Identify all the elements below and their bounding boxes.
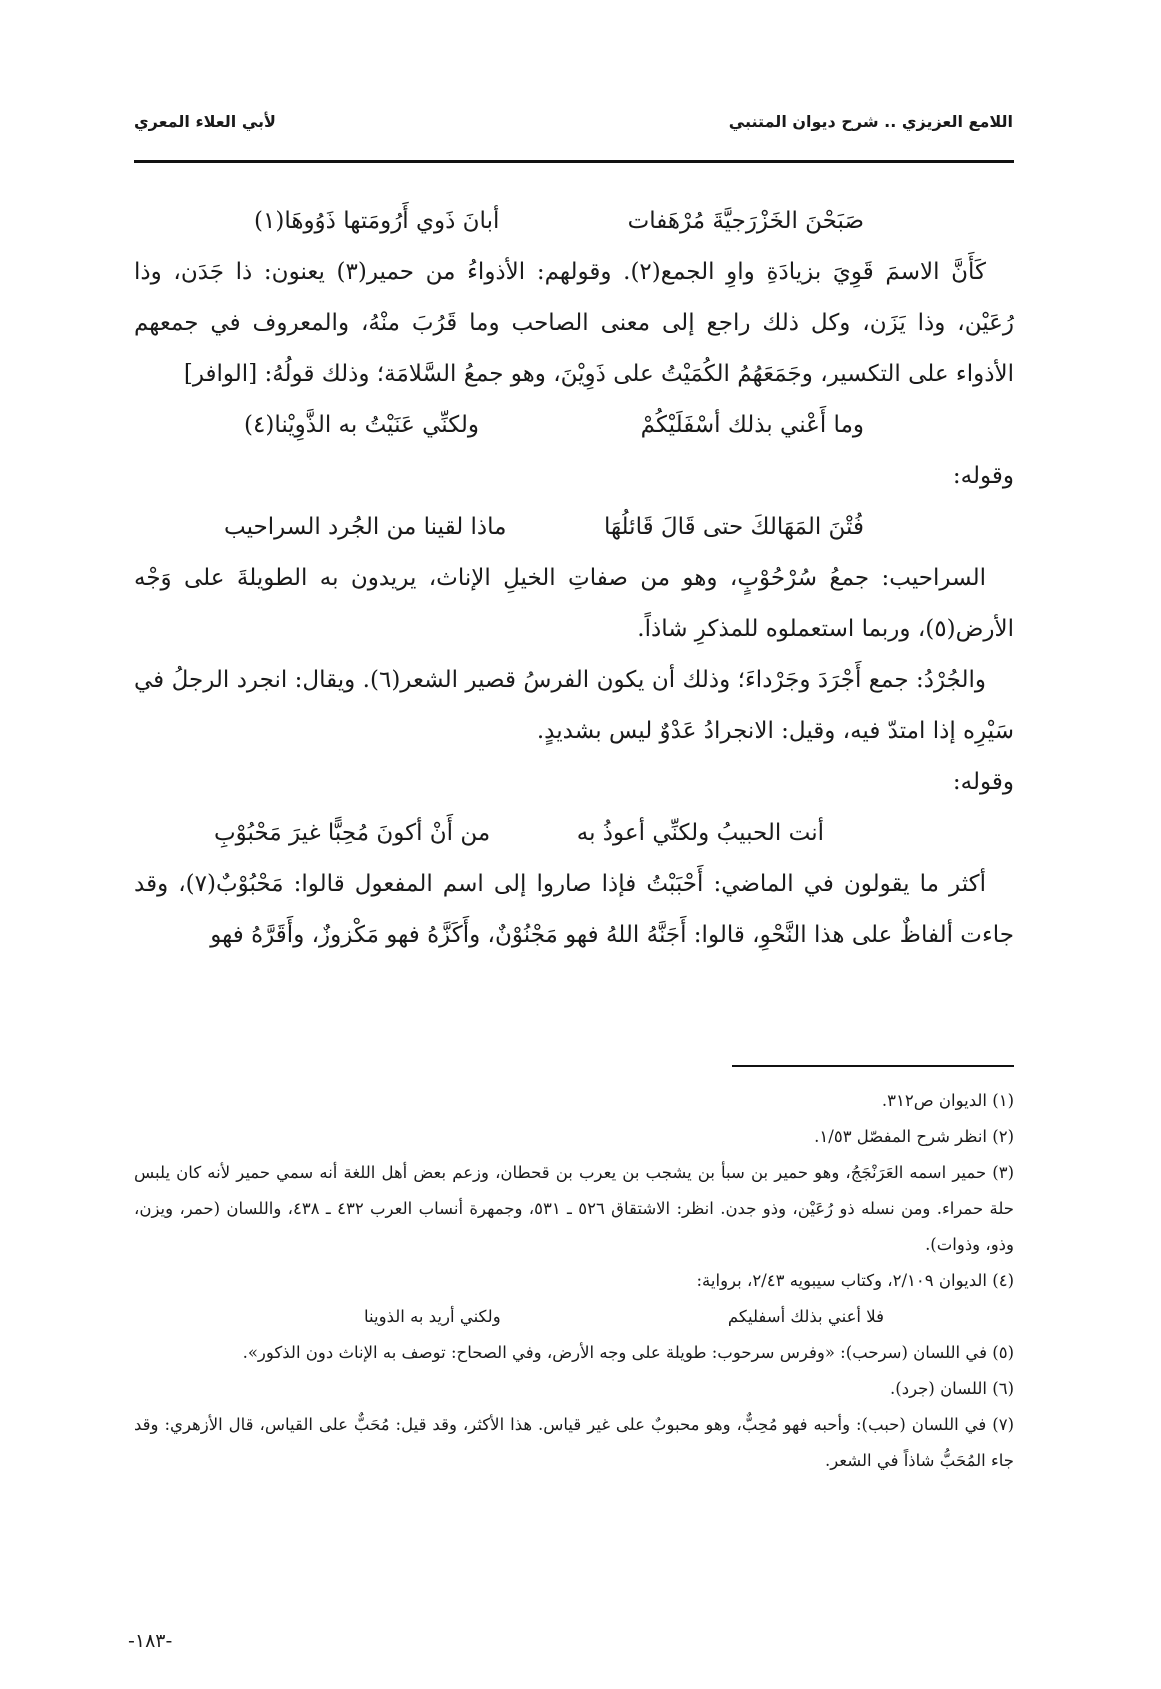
footnote-verse-first: فلا أعني بذلك أسفليكم xyxy=(727,1307,884,1326)
footnote: (٤) الديوان ٢/١٠٩، وكتاب سيبويه ٢/٤٣، برواية: xyxy=(696,1271,1014,1290)
footnote: (٣) حمير اسمه العَرَنْجَجُ، وهو حمير بن سبأ بن يشجب بن يعرب بن قحطان، وزعم بعض أهل اللغة أنه سمي حمير لأنه كان يلبس حلة حمراء. ومن نسله ذو رُعَيْن، وذو جدن. انظر: الاشتقاق ٥٢٦ ـ ٥٣١، وجمهرة أنساب العرب ٤٣٢ ـ ٤٣٨، واللسان (حمر، ويزن، وذو، وذوات). xyxy=(134,1163,1015,1254)
paragraph: والجُرْدُ: جمع أَجْرَدَ وجَرْداءَ؛ وذلك أن يكون الفرسُ قصير الشعر(٦). ويقال: انجرد الرجلُ في سَيْرِه إذا امتدّ فيه، وقيل: الانجرادُ عَدْوٌ ليس بشديدٍ. xyxy=(134,667,1014,744)
verse-line xyxy=(134,808,1014,859)
footnote: (٧) في اللسان (حبب): وأحبه فهو مُحِبٌّ، وهو محبوبٌ على غير قياس. هذا الأكثر، وقد قيل: مُحَبٌّ على القياس، قال الأزهري: وقد جاء المُحَبُّ شاذاً في الشعر. xyxy=(134,1415,1014,1470)
header-author: لأبي العلاء المعري xyxy=(134,112,276,131)
paragraph: كَأَنَّ الاسمَ قَوِيَ بزيادَةِ واوِ الجمع(٢). وقولهم: الأذواءُ من حمير(٣) يعنون: ذا جَدَن، وذا رُعَيْن، وذا يَزَن، وكل ذلك راجع إلى معنى الصاحب وما قَرُبَ منْهُ، والمعروف في جمعهم الأذواء على التكسير، وجَمَعَهُمُ الكُمَيْتُ على ذَوِيْنَ، وهو جمعُ السَّلامَة؛ وذلك قولُهُ: [الوافر] xyxy=(134,259,1014,387)
footnote-verse-second: ولكني أريد به الذوينا xyxy=(364,1307,501,1326)
verse-second-hemistich: ولكنِّي عَنَيْتُ به الذَّوِيْنا(٤) xyxy=(244,412,480,438)
verse-first-hemistich: وما أَعْني بذلك أسْفَلَيْكُمْ xyxy=(640,412,864,438)
footnote-verse xyxy=(134,1299,1014,1335)
running-header xyxy=(134,112,1013,144)
header-book-title: اللامع العزيزي .. شرح ديوان المتنبي xyxy=(728,112,1013,131)
verse-line xyxy=(134,400,1014,451)
footnote: (١) الديوان ص٣١٢. xyxy=(881,1091,1014,1110)
footnote: (٥) في اللسان (سرحب): «وفرس سرحوب: طويلة على وجه الأرض، وفي الصحاح: توصف به الإناث دون الذكور». xyxy=(242,1343,1014,1362)
section-label: وقوله: xyxy=(952,769,1014,795)
header-rule xyxy=(134,160,1014,163)
verse-line xyxy=(134,502,1014,553)
paragraph: أكثر ما يقولون في الماضي: أَحْبَبْتُ فإذا صاروا إلى اسم المفعول قالوا: مَحْبُوْبٌ(٧)، وقد جاءت ألفاظٌ على هذا النَّحْوِ، قالوا: أَجَنَّهُ اللهُ فهو مَجْنُوْنٌ، وأَكَزَّهُ فهو مَكْزوزٌ، وأَقَرَّهُ فهو xyxy=(134,871,1014,948)
paragraph: السراحيب: جمعُ سُرْحُوْبٍ، وهو من صفاتِ الخيلِ الإناث، يريدون به الطويلةَ على وَجْه الأرض(٥)، وربما استعملوه للمذكرِ شاذاً. xyxy=(134,565,1014,642)
page-number: -١٨٣- xyxy=(128,1630,173,1652)
main-text xyxy=(134,196,1014,961)
verse-second-hemistich: ماذا لقينا من الجُرد السراحيب xyxy=(224,514,507,540)
verse-first-hemistich: صَبَحْنَ الخَزْرَجيَّةَ مُرْهَفات xyxy=(627,208,864,234)
footnote: (٢) انظر شرح المفصّل ١/٥٣. xyxy=(814,1127,1014,1146)
footnote-rule xyxy=(732,1065,1014,1067)
footnotes xyxy=(134,1083,1014,1479)
verse-second-hemistich: أبانَ ذَوي أَرُومَتها ذَوُوهَا(١) xyxy=(254,208,500,234)
footnote: (٦) اللسان (جرد). xyxy=(890,1379,1014,1398)
verse-second-hemistich: من أَنْ أكونَ مُحِبًّا غيرَ مَحْبُوْبِ xyxy=(214,820,491,846)
section-label: وقوله: xyxy=(952,463,1014,489)
verse-first-hemistich: أنت الحبيبُ ولكنِّي أعوذُ به xyxy=(576,820,824,846)
verse-first-hemistich: فُتْنَ المَهَالكَ حتى قَالَ قَائلُهَا xyxy=(603,514,864,540)
verse-line xyxy=(134,196,1014,247)
